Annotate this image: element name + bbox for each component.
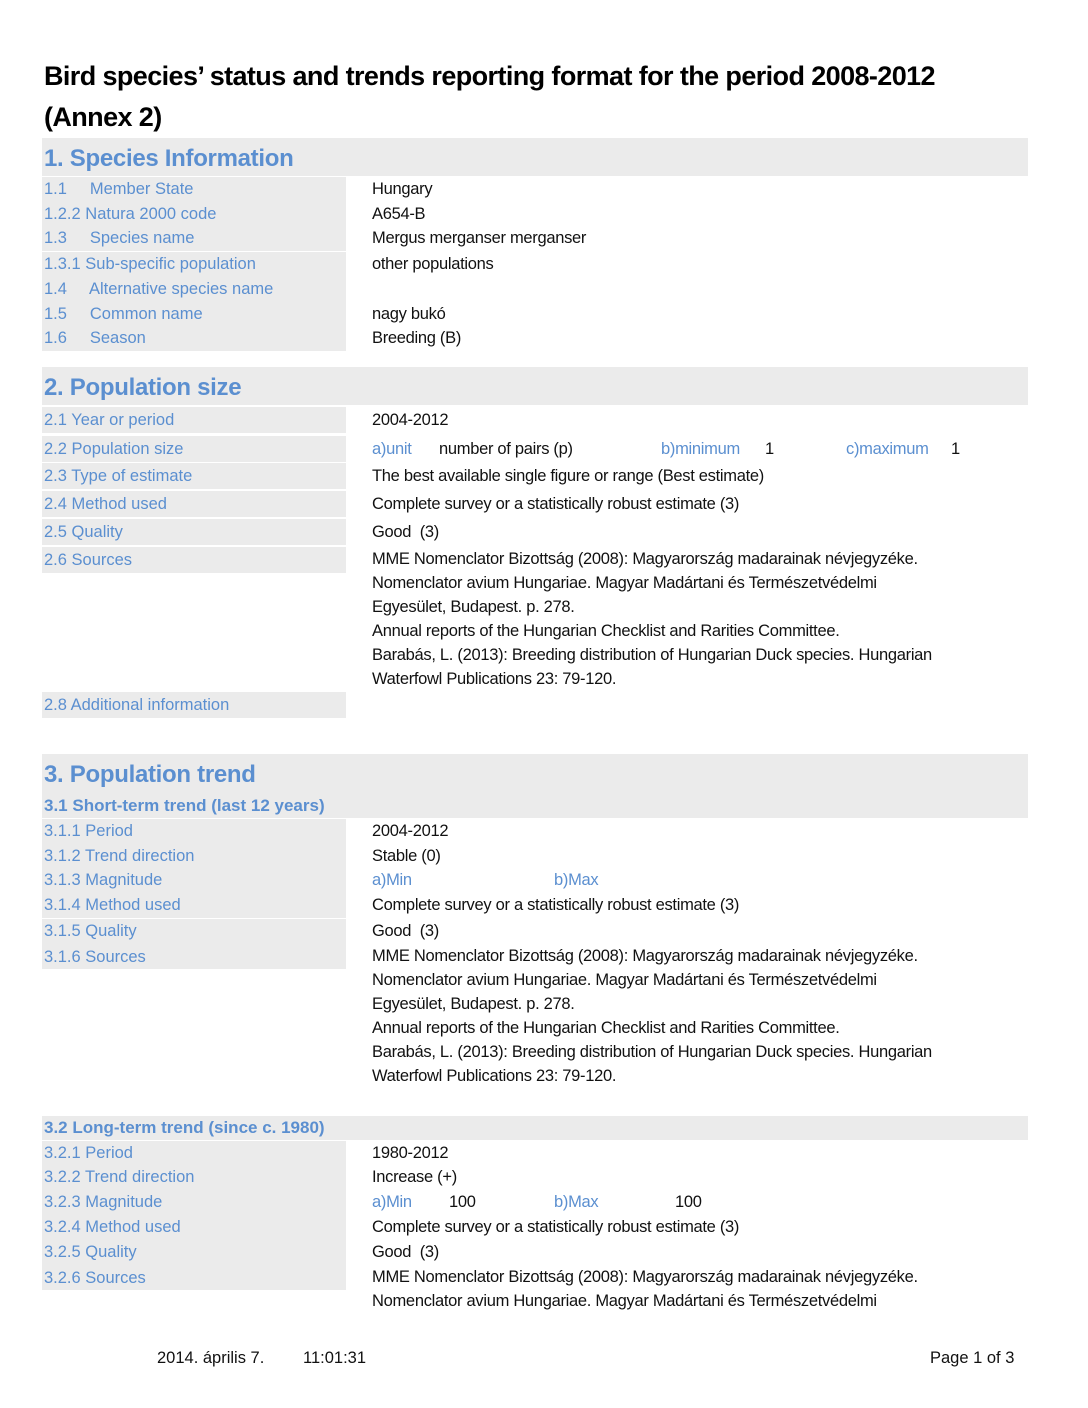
population-size-label: 2.2 Population size (42, 436, 346, 462)
quality-value: Good (3) (372, 523, 439, 541)
method-used-label: 2.4 Method used (42, 491, 346, 517)
short-trend-direction-label: 3.1.2 Trend direction (42, 844, 346, 869)
sources-line: Egyesület, Budapest. p. 278. (372, 995, 575, 1013)
short-method-used-label: 3.1.4 Method used (42, 893, 346, 918)
year-period-label: 2.1 Year or period (42, 407, 346, 433)
species-name-value: Mergus merganser merganser (372, 229, 587, 247)
short-period-value: 2004-2012 (372, 822, 449, 840)
long-min-value: 100 (449, 1193, 476, 1211)
sources-line: MME Nomenclator Bizottság (2008): Magyarország madarainak névjegyzéke. (372, 1268, 918, 1286)
title-line-1: Bird species’ status and trends reporting format for the period 2008-2012 (44, 61, 935, 91)
field-row (0, 868, 1088, 893)
short-sources-value (372, 944, 1012, 1088)
method-used-value: Complete survey or a statistically robust estimate (3) (372, 495, 740, 513)
short-term-trend-heading: 3.1 Short-term trend (last 12 years) (42, 794, 1028, 818)
species-name-label: 1.3 Species name (42, 226, 346, 251)
field-row (0, 944, 1088, 1089)
maximum-label: c)maximum (846, 440, 929, 458)
long-period-value: 1980-2012 (372, 1144, 449, 1162)
field-row (0, 1165, 1088, 1190)
type-of-estimate-value: The best available single figure or range (Best estimate) (372, 467, 764, 485)
footer-date: 2014. április 7. (157, 1349, 265, 1367)
field-row (0, 692, 1088, 718)
member-state-value: Hungary (372, 180, 433, 198)
sources-line: Nomenclator avium Hungariae. Magyar Madártani és Természetvédelmi (372, 971, 877, 989)
long-method-used-value: Complete survey or a statistically robust estimate (3) (372, 1218, 740, 1236)
sub-specific-population-label: 1.3.1 Sub-specific population (42, 252, 346, 277)
long-quality-label: 3.2.5 Quality (42, 1240, 346, 1265)
short-magnitude-label: 3.1.3 Magnitude (42, 868, 346, 893)
quality-label: 2.5 Quality (42, 519, 346, 545)
sources-line: Egyesület, Budapest. p. 278. (372, 598, 575, 616)
sources-line: Waterfowl Publications 23: 79-120. (372, 670, 617, 688)
short-period-label: 3.1.1 Period (42, 819, 346, 844)
long-max-label: b)Max (554, 1193, 599, 1211)
field-row (0, 491, 1088, 517)
title-line-2: (Annex 2) (44, 102, 162, 132)
section-population-size-heading: 2. Population size (42, 367, 1028, 405)
sources-line: Waterfowl Publications 23: 79-120. (372, 1067, 617, 1085)
short-quality-label: 3.1.5 Quality (42, 919, 346, 944)
alternative-species-name-label: 1.4 Alternative species name (42, 277, 346, 302)
long-max-value: 100 (675, 1193, 702, 1211)
short-method-used-value: Complete survey or a statistically robust estimate (3) (372, 896, 740, 914)
common-name-value: nagy bukó (372, 305, 446, 323)
long-period-label: 3.2.1 Period (42, 1141, 346, 1166)
sources-line: Nomenclator avium Hungariae. Magyar Madártani és Természetvédelmi (372, 574, 877, 592)
field-row (0, 177, 1088, 202)
field-row (0, 277, 1088, 302)
field-row (0, 202, 1088, 227)
minimum-value: 1 (765, 440, 774, 458)
field-row (0, 1215, 1088, 1240)
type-of-estimate-label: 2.3 Type of estimate (42, 463, 346, 489)
field-row (0, 919, 1088, 944)
minimum-label: b)minimum (661, 440, 740, 458)
sources-line: MME Nomenclator Bizottság (2008): Magyarország madarainak névjegyzéke. (372, 550, 918, 568)
long-trend-direction-label: 3.2.2 Trend direction (42, 1165, 346, 1190)
field-row (0, 844, 1088, 869)
field-row (0, 1190, 1088, 1215)
field-row (0, 819, 1088, 844)
long-sources-value (372, 1265, 1012, 1313)
field-row (0, 226, 1088, 251)
long-min-label: a)Min (372, 1193, 412, 1211)
season-value: Breeding (B) (372, 329, 462, 347)
field-row (0, 407, 1088, 433)
long-sources-label: 3.2.6 Sources (42, 1265, 346, 1290)
field-row (0, 436, 1088, 462)
footer-page-number: Page 1 of 3 (930, 1349, 1015, 1367)
sources-line: Annual reports of the Hungarian Checklist and Rarities Committee. (372, 622, 840, 640)
long-magnitude-label: 3.2.3 Magnitude (42, 1190, 346, 1215)
field-row (0, 893, 1088, 918)
sources-line: Barabás, L. (2013): Breeding distribution of Hungarian Duck species. Hungarian (372, 1043, 932, 1061)
short-quality-value: Good (3) (372, 922, 439, 940)
short-min-label: a)Min (372, 871, 412, 889)
sub-specific-population-value: other populations (372, 255, 494, 273)
sources-label: 2.6 Sources (42, 547, 346, 573)
long-quality-value: Good (3) (372, 1243, 439, 1261)
common-name-label: 1.5 Common name (42, 302, 346, 327)
field-row (0, 302, 1088, 327)
short-sources-label: 3.1.6 Sources (42, 944, 346, 969)
section-species-information-heading: 1. Species Information (42, 138, 1028, 176)
long-trend-direction-value: Increase (+) (372, 1168, 457, 1186)
natura-code-label: 1.2.2 Natura 2000 code (42, 202, 346, 227)
field-row (0, 1265, 1088, 1315)
document-title (44, 56, 1044, 138)
section-population-trend-heading: 3. Population trend (42, 754, 1028, 794)
field-row (0, 1141, 1088, 1166)
unit-value: number of pairs (p) (439, 440, 573, 458)
year-period-value: 2004-2012 (372, 411, 449, 429)
additional-information-label: 2.8 Additional information (42, 692, 346, 718)
long-term-trend-heading: 3.2 Long-term trend (since c. 1980) (42, 1116, 1028, 1140)
sources-line: Barabás, L. (2013): Breeding distribution of Hungarian Duck species. Hungarian (372, 646, 932, 664)
member-state-label: 1.1 Member State (42, 177, 346, 202)
short-trend-direction-value: Stable (0) (372, 847, 441, 865)
field-row (0, 547, 1088, 692)
natura-code-value: A654-B (372, 205, 426, 223)
footer-time: 11:01:31 (303, 1349, 367, 1367)
field-row (0, 1240, 1088, 1265)
field-row (0, 463, 1088, 489)
maximum-value: 1 (951, 440, 960, 458)
field-row (0, 519, 1088, 545)
sources-value (372, 547, 1012, 691)
season-label: 1.6 Season (42, 326, 346, 351)
field-row (0, 252, 1088, 277)
sources-line: Annual reports of the Hungarian Checklist and Rarities Committee. (372, 1019, 840, 1037)
sources-line: Nomenclator avium Hungariae. Magyar Madártani és Természetvédelmi (372, 1292, 877, 1310)
long-method-used-label: 3.2.4 Method used (42, 1215, 346, 1240)
sources-line: MME Nomenclator Bizottság (2008): Magyarország madarainak névjegyzéke. (372, 947, 918, 965)
field-row (0, 326, 1088, 351)
unit-label: a)unit (372, 440, 412, 458)
short-max-label: b)Max (554, 871, 599, 889)
